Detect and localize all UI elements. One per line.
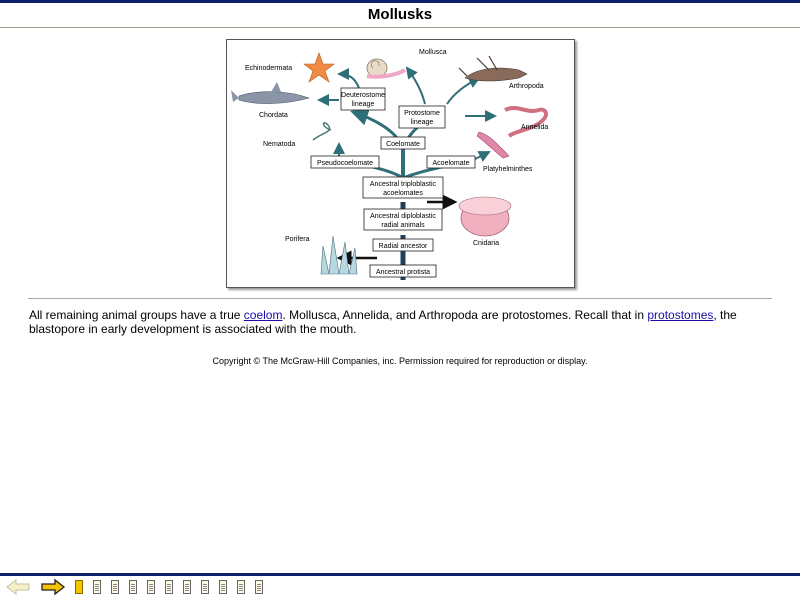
page-button[interactable]	[129, 580, 137, 594]
starfish-illustration	[304, 53, 334, 82]
svg-text:Protostome: Protostome	[404, 110, 440, 117]
label-platyhelminthes: Platyhelminthes	[483, 166, 533, 173]
page-button[interactable]	[93, 580, 101, 594]
lobster-illustration	[459, 56, 527, 81]
page-button[interactable]	[255, 580, 263, 594]
page-button[interactable]	[165, 580, 173, 594]
node-coelomate	[381, 137, 425, 149]
svg-text:radial animals: radial animals	[381, 222, 425, 229]
sea-anemone-illustration	[459, 197, 511, 236]
page-button[interactable]	[201, 580, 209, 594]
svg-text:lineage: lineage	[351, 101, 375, 108]
page-button[interactable]	[75, 580, 83, 594]
page-button[interactable]	[183, 580, 191, 594]
label-mollusca: Mollusca	[419, 49, 447, 56]
coelom-link[interactable]: coelom	[243, 308, 283, 322]
page-button[interactable]	[237, 580, 245, 594]
svg-text:Acoelomate: Acoelomate	[432, 160, 470, 167]
title-divider	[0, 27, 800, 28]
label-porifera: Porifera	[285, 236, 310, 243]
forward-arrow-icon	[40, 578, 66, 596]
label-annelida: Annelida	[521, 124, 549, 131]
navigation-bar	[0, 572, 800, 599]
back-arrow-icon	[5, 578, 31, 596]
phylogeny-figure	[226, 39, 575, 288]
page-button[interactable]	[147, 580, 155, 594]
node-deuterostome-lineage	[341, 88, 385, 110]
label-nematoda: Nematoda	[263, 141, 296, 148]
svg-text:Coelomate: Coelomate	[386, 141, 420, 148]
caption-text-1: All remaining animal groups have a true	[29, 308, 244, 322]
flatworm-illustration	[477, 132, 509, 158]
figure-divider	[28, 298, 772, 299]
node-ancestral-triploblastic-acoelomates	[363, 177, 443, 198]
caption-text-2: . Mollusca, Annelida, and Arthropoda are protostomes. Recall that in	[282, 308, 648, 322]
top-bar	[0, 0, 800, 3]
page-button[interactable]	[219, 580, 227, 594]
svg-text:Deuterostome: Deuterostome	[341, 92, 385, 99]
sponge-illustration	[321, 236, 357, 274]
shark-illustration	[231, 82, 309, 104]
page-button[interactable]	[111, 580, 119, 594]
copyright-notice: Copyright © The McGraw-Hill Companies, inc. Permission required for reproduction or display.	[212, 356, 588, 366]
back-button[interactable]	[5, 578, 31, 596]
node-acoelomate	[427, 156, 475, 168]
svg-text:Ancestral triploblastic: Ancestral triploblastic	[369, 181, 437, 188]
phylogeny-diagram	[227, 40, 574, 287]
node-radial-ancestor	[373, 239, 433, 251]
protostomes-link[interactable]: protostomes	[647, 308, 714, 322]
svg-text:Radial ancestor: Radial ancestor	[378, 243, 428, 250]
node-ancestral-diploblastic-radial-animals	[364, 209, 442, 230]
node-protostome-lineage	[399, 106, 445, 128]
snail-illustration	[367, 59, 405, 77]
figure-caption	[29, 308, 774, 336]
svg-text:lineage: lineage	[410, 119, 434, 126]
svg-text:acoelomates: acoelomates	[383, 190, 423, 197]
node-ancestral-protista	[370, 265, 436, 277]
nematode-illustration	[313, 123, 331, 140]
label-chordata: Chordata	[259, 112, 288, 119]
svg-text:Ancestral diploblastic: Ancestral diploblastic	[370, 213, 436, 220]
svg-text:Ancestral protista: Ancestral protista	[375, 269, 431, 276]
label-echinodermata: Echinodermata	[245, 65, 293, 72]
label-cnidaria: Cnidaria	[473, 240, 500, 247]
label-arthropoda: Arthropoda	[509, 83, 544, 90]
page-title: Mollusks	[367, 6, 433, 23]
node-pseudocoelomate	[311, 156, 379, 168]
worm-illustration	[505, 108, 549, 136]
svg-text:Pseudocoelomate: Pseudocoelomate	[316, 160, 374, 167]
forward-button[interactable]	[40, 578, 66, 596]
caption-text-3: , the blastopore in early development is associated with the mouth.	[29, 308, 737, 336]
nav-divider	[0, 573, 800, 576]
